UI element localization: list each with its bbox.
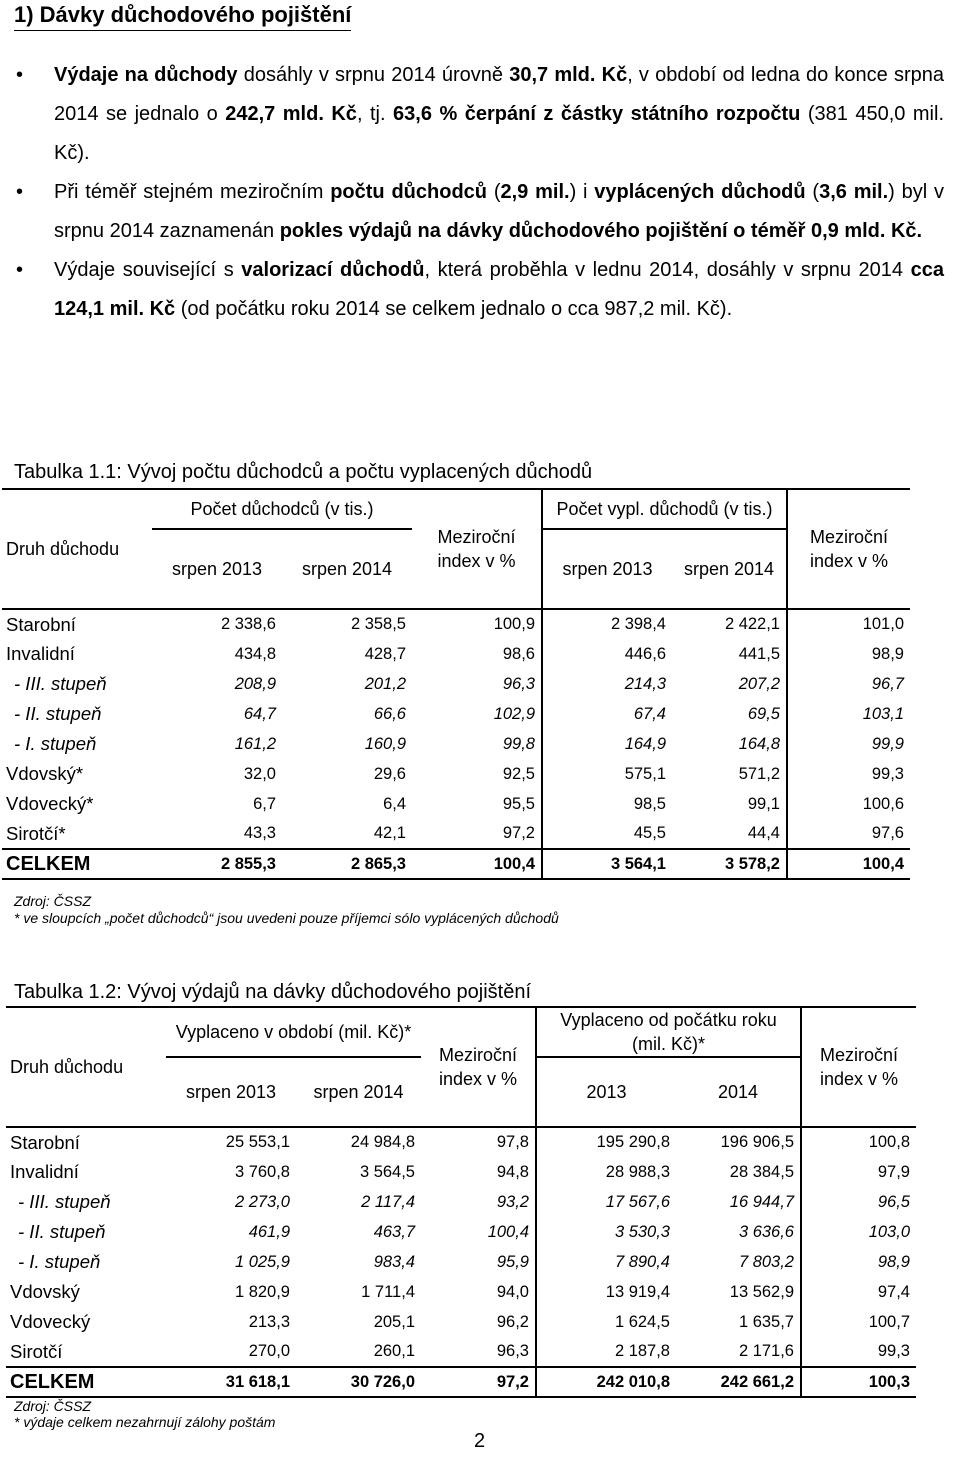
column-header-index-1: Meziroční index v % bbox=[438, 1045, 518, 1089]
table-pensioners-count bbox=[2, 488, 910, 880]
table-row bbox=[2, 639, 910, 669]
table-cell: 45,5 bbox=[542, 819, 672, 849]
table-cell: 98,9 bbox=[801, 1247, 916, 1277]
bullet-text-run: dosáhly v srpnu 2014 úrovně bbox=[237, 64, 510, 86]
table2-caption: Tabulka 1.2: Vývoj výdajů na dávky důchodového pojištění bbox=[14, 981, 532, 1003]
table-row bbox=[6, 1337, 916, 1367]
bullet-text-run: 3,6 mil. bbox=[819, 181, 889, 203]
table-cell: 164,9 bbox=[542, 729, 672, 759]
table-cell: 99,1 bbox=[747, 794, 780, 813]
table-cell: 100,4 bbox=[787, 849, 910, 879]
table-cell: 2 187,8 bbox=[536, 1337, 676, 1367]
table-row bbox=[2, 819, 910, 849]
table-cell: 205,1 bbox=[373, 1312, 415, 1331]
bullet-text-run: 242,7 mld. Kč bbox=[225, 103, 357, 125]
table-cell: 242 661,2 bbox=[720, 1372, 794, 1391]
column-group-pensioners: Počet důchodců (v tis.) bbox=[190, 499, 374, 519]
table-row bbox=[6, 1127, 916, 1157]
table-cell: 571,2 bbox=[738, 764, 780, 783]
table-cell: 16 944,7 bbox=[729, 1192, 794, 1211]
section-title: 1) Dávky důchodového pojištění bbox=[14, 0, 351, 31]
row-label: Invalidní bbox=[10, 1161, 79, 1182]
table-cell: 270,0 bbox=[248, 1342, 290, 1360]
table-row bbox=[2, 729, 910, 759]
table-cell: 196 906,5 bbox=[720, 1133, 794, 1151]
row-label: Starobní bbox=[6, 613, 76, 635]
table-cell: 441,5 bbox=[738, 644, 780, 663]
row-label: Vdovecký bbox=[10, 1311, 91, 1332]
column-header-year-2013: srpen 2013 bbox=[185, 1082, 277, 1102]
table-cell: 103,1 bbox=[787, 699, 910, 729]
bullet-text-run: Výdaje související s bbox=[54, 259, 242, 281]
table-cell: 32,0 bbox=[243, 764, 276, 783]
column-group-ytd: Vyplaceno od počátku roku (mil. Kč)* bbox=[536, 1007, 801, 1057]
column-group-paid-pensions: Počet vypl. důchodů (v tis.) bbox=[542, 489, 787, 529]
table-cell: 94,0 bbox=[496, 1282, 529, 1301]
table-cell: 2 338,6 bbox=[220, 615, 276, 633]
table-row bbox=[6, 1277, 916, 1307]
table-cell: 2 171,6 bbox=[738, 1342, 794, 1360]
table-row bbox=[6, 1307, 916, 1337]
column-header-type: Druh důchodu bbox=[6, 539, 120, 559]
bullet-text-run: ) i bbox=[569, 181, 595, 203]
table1-source: Zdroj: ČSSZ bbox=[14, 893, 92, 909]
column-header-index-2: Meziroční index v % bbox=[801, 1007, 916, 1127]
table-cell: 2 273,0 bbox=[234, 1192, 290, 1211]
summary-bullets bbox=[14, 56, 944, 329]
table-pension-expenditure bbox=[6, 1006, 916, 1398]
table-cell: 13 562,9 bbox=[729, 1282, 794, 1301]
table-cell: 95,9 bbox=[496, 1252, 529, 1271]
bullet-text-run: počtu důchodců bbox=[330, 181, 487, 203]
table-cell: 99,3 bbox=[801, 1337, 916, 1367]
row-label: CELKEM bbox=[6, 852, 91, 875]
table-cell: 983,4 bbox=[373, 1252, 415, 1271]
table-cell: 24 984,8 bbox=[350, 1133, 415, 1151]
column-header-year-2014: srpen 2014 bbox=[301, 559, 393, 579]
row-label: Invalidní bbox=[6, 643, 75, 664]
row-label: - III. stupeň bbox=[14, 673, 107, 694]
table-cell: 98,5 bbox=[542, 789, 672, 819]
table-cell: 100,8 bbox=[801, 1127, 916, 1157]
bullet-text-run: , která proběhla v lednu 2014, dosáhly v srpnu 2014 bbox=[424, 259, 911, 281]
table-cell: 101,0 bbox=[787, 609, 910, 639]
table-cell: 64,7 bbox=[243, 704, 276, 723]
table-cell: 67,4 bbox=[542, 699, 672, 729]
table-row bbox=[2, 789, 910, 819]
bullet-text-run: (381 450,0 mil. Kč). bbox=[54, 103, 945, 164]
table-row bbox=[2, 699, 910, 729]
table-cell: 2 117,4 bbox=[361, 1192, 415, 1211]
table-cell: 13 919,4 bbox=[536, 1277, 676, 1307]
bullet-text-run: vyplácených důchodů bbox=[594, 181, 806, 203]
table-cell: 29,6 bbox=[373, 764, 406, 783]
table-cell: 96,2 bbox=[496, 1312, 529, 1331]
table-cell: 17 567,6 bbox=[536, 1187, 676, 1217]
table-cell: 96,7 bbox=[787, 669, 910, 699]
table-cell: 96,5 bbox=[801, 1187, 916, 1217]
bullet-item bbox=[14, 56, 944, 173]
table-cell: 25 553,1 bbox=[225, 1133, 290, 1151]
column-header-ytd-2014: 2014 bbox=[717, 1082, 759, 1102]
bullet-text-run: pokles výdajů na dávky důchodového pojištění o téměř 0,9 mld. Kč. bbox=[279, 220, 923, 242]
table-cell: 97,6 bbox=[787, 819, 910, 849]
row-label: Vdovský bbox=[10, 1281, 80, 1302]
table-row bbox=[6, 1367, 916, 1397]
bullet-text-run: 63,6 % čerpání z částky státního rozpočtu bbox=[393, 103, 801, 125]
row-label: - II. stupeň bbox=[14, 703, 102, 724]
table-cell: 575,1 bbox=[542, 759, 672, 789]
bullet-text-run: , tj. bbox=[356, 103, 394, 125]
table-cell: 102,9 bbox=[493, 704, 535, 723]
table-cell: 100,9 bbox=[493, 615, 535, 633]
table-cell: 97,2 bbox=[496, 1372, 529, 1391]
column-header-year-2014: srpen 2014 bbox=[683, 559, 775, 579]
table-cell: 92,5 bbox=[502, 764, 535, 783]
bullet-item bbox=[14, 251, 944, 329]
row-label: Sirotčí bbox=[10, 1340, 63, 1362]
table-cell: 195 290,8 bbox=[536, 1127, 676, 1157]
table-cell: 43,3 bbox=[243, 824, 276, 842]
table-cell: 30 726,0 bbox=[350, 1372, 415, 1391]
table-cell: 160,9 bbox=[364, 734, 406, 753]
column-header-ytd-2013: 2013 bbox=[536, 1057, 676, 1127]
row-label: - III. stupeň bbox=[18, 1191, 111, 1212]
table-cell: 31 618,1 bbox=[225, 1372, 290, 1391]
table-cell: 94,8 bbox=[496, 1162, 529, 1181]
table-row bbox=[2, 759, 910, 789]
table-row bbox=[2, 849, 910, 879]
table-cell: 1 820,9 bbox=[234, 1282, 290, 1301]
table-cell: 207,2 bbox=[738, 674, 780, 693]
table1-caption: Tabulka 1.1: Vývoj počtu důchodců a počtu vyplacených důchodů bbox=[14, 461, 593, 483]
row-label: - I. stupeň bbox=[14, 733, 97, 754]
table-cell: 7 890,4 bbox=[536, 1247, 676, 1277]
column-header-year-2013: srpen 2013 bbox=[542, 529, 672, 609]
table-cell: 463,7 bbox=[373, 1222, 415, 1241]
table-cell: 100,4 bbox=[493, 854, 535, 873]
bullet-text-run: valorizací důchodů bbox=[241, 259, 425, 281]
column-header-index-2: Meziroční index v % bbox=[787, 489, 910, 609]
table-cell: 100,3 bbox=[801, 1367, 916, 1397]
row-label: Starobní bbox=[10, 1131, 80, 1153]
table-cell: 28 384,5 bbox=[729, 1162, 794, 1181]
table-cell: 7 803,2 bbox=[738, 1252, 794, 1271]
table-cell: 6,7 bbox=[253, 794, 276, 813]
column-header-type: Druh důchodu bbox=[10, 1057, 124, 1077]
table-cell: 213,3 bbox=[248, 1312, 290, 1331]
table-cell: 1 624,5 bbox=[536, 1307, 676, 1337]
table-cell: 2 398,4 bbox=[542, 609, 672, 639]
table-cell: 99,9 bbox=[787, 729, 910, 759]
table-row bbox=[6, 1187, 916, 1217]
table-cell: 98,9 bbox=[787, 639, 910, 669]
table-cell: 3 636,6 bbox=[738, 1222, 794, 1241]
column-group-period: Vyplaceno v období (mil. Kč)* bbox=[175, 1022, 412, 1042]
bullet-text-run: ( bbox=[805, 181, 820, 203]
table-cell: 161,2 bbox=[234, 734, 276, 753]
table1-footnote: * ve sloupcích „počet důchodců“ jsou uvedeni pouze příjemci sólo vyplácených důchodů bbox=[14, 910, 559, 926]
table-cell: 260,1 bbox=[373, 1342, 415, 1360]
table-cell: 434,8 bbox=[234, 644, 276, 663]
bullet-text-run: ( bbox=[487, 181, 501, 203]
table-cell: 3 578,2 bbox=[724, 854, 780, 873]
table-cell: 66,6 bbox=[373, 704, 406, 723]
table-cell: 3 564,5 bbox=[359, 1162, 415, 1181]
bullet-text-run: Výdaje na důchody bbox=[54, 64, 238, 86]
table2-footnote: * výdaje celkem nezahrnují zálohy poštám bbox=[14, 1414, 276, 1430]
table-cell: 3 760,8 bbox=[234, 1162, 290, 1181]
table-row bbox=[2, 669, 910, 699]
table-cell: 1 711,4 bbox=[361, 1282, 415, 1301]
table-row bbox=[6, 1217, 916, 1247]
table-cell: 99,3 bbox=[787, 759, 910, 789]
table-cell: 103,0 bbox=[801, 1217, 916, 1247]
row-label: CELKEM bbox=[10, 1370, 95, 1393]
table-cell: 1 635,7 bbox=[738, 1312, 794, 1331]
table-cell: 428,7 bbox=[364, 644, 406, 663]
column-header-year-2013: srpen 2013 bbox=[171, 559, 263, 579]
table-row bbox=[2, 609, 910, 639]
table-cell: 208,9 bbox=[234, 674, 276, 693]
column-header-index-1: Meziroční index v % bbox=[437, 527, 516, 571]
table-cell: 96,3 bbox=[496, 1342, 529, 1360]
row-label: - II. stupeň bbox=[18, 1221, 106, 1242]
bullet-text-run: cca 124,1 mil. Kč bbox=[54, 259, 944, 320]
bullet-text-run: (od počátku roku 2014 se celkem jednalo o cca 987,2 mil. Kč). bbox=[175, 298, 733, 320]
table-cell: 1 025,9 bbox=[234, 1252, 290, 1271]
table-cell: 93,2 bbox=[496, 1192, 529, 1211]
table-row bbox=[6, 1247, 916, 1277]
table-cell: 446,6 bbox=[542, 639, 672, 669]
row-label: Vdovský* bbox=[6, 763, 84, 784]
table-cell: 97,9 bbox=[801, 1157, 916, 1187]
table-cell: 42,1 bbox=[373, 824, 406, 842]
table-cell: 3 530,3 bbox=[536, 1217, 676, 1247]
table-cell: 242 010,8 bbox=[536, 1367, 676, 1397]
table-cell: 3 564,1 bbox=[542, 849, 672, 879]
row-label: Vdovecký* bbox=[6, 793, 94, 814]
bullet-text-run: 30,7 mld. Kč bbox=[509, 64, 628, 86]
table-cell: 2 422,1 bbox=[724, 615, 780, 633]
table-cell: 97,2 bbox=[502, 824, 535, 842]
column-header-year-2014: srpen 2014 bbox=[313, 1082, 404, 1102]
table-cell: 2 855,3 bbox=[220, 854, 276, 873]
table-cell: 28 988,3 bbox=[536, 1157, 676, 1187]
bullet-text-run: ) byl v srpnu 2014 zaznamenán bbox=[54, 181, 945, 242]
row-label: Sirotčí* bbox=[6, 822, 66, 844]
bullet-item bbox=[14, 173, 944, 251]
table-cell: 2 865,3 bbox=[350, 854, 406, 873]
table-cell: 100,7 bbox=[801, 1307, 916, 1337]
table-cell: 44,4 bbox=[747, 824, 780, 842]
table2-source: Zdroj: ČSSZ bbox=[14, 1398, 92, 1414]
table-cell: 461,9 bbox=[248, 1222, 290, 1241]
table-cell: 100,6 bbox=[787, 789, 910, 819]
bullet-text-run: Při téměř stejném meziročním bbox=[54, 181, 331, 203]
table-cell: 164,8 bbox=[738, 734, 780, 753]
table-row bbox=[6, 1157, 916, 1187]
table-cell: 96,3 bbox=[502, 674, 535, 693]
bullet-text-run: 2,9 mil. bbox=[500, 181, 570, 203]
table-cell: 95,5 bbox=[502, 794, 535, 813]
bullet-text-run: , v období od ledna do konce srpna 2014 se jednalo o bbox=[54, 64, 945, 125]
row-label: - I. stupeň bbox=[18, 1251, 101, 1272]
page-number: 2 bbox=[474, 1430, 486, 1452]
table-cell: 97,4 bbox=[801, 1277, 916, 1307]
table-cell: 69,5 bbox=[747, 704, 780, 723]
table-cell: 100,4 bbox=[487, 1222, 529, 1241]
table-cell: 201,2 bbox=[364, 674, 406, 693]
table-cell: 99,8 bbox=[502, 734, 535, 753]
table-cell: 2 358,5 bbox=[350, 615, 406, 633]
table-cell: 98,6 bbox=[502, 644, 535, 663]
table-cell: 214,3 bbox=[542, 669, 672, 699]
table-cell: 6,4 bbox=[383, 794, 406, 813]
table-cell: 97,8 bbox=[496, 1133, 529, 1151]
